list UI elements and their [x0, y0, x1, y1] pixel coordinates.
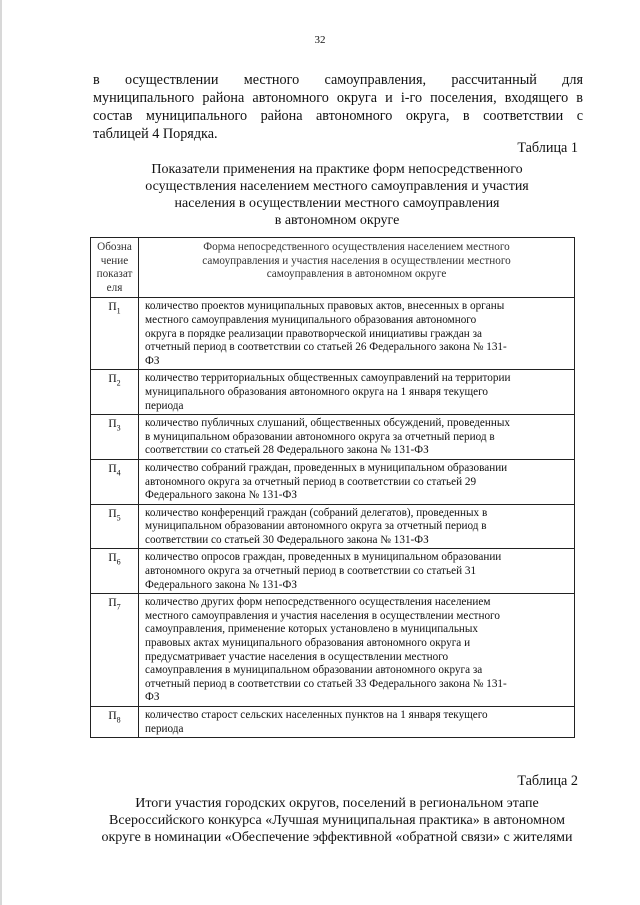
table-row — [91, 415, 575, 460]
indicator-description — [139, 549, 575, 594]
description-line: округа в порядке реализации правотворческой инициативы граждан за — [145, 327, 482, 340]
indicators-table — [90, 237, 575, 738]
table-body — [91, 298, 575, 738]
description-line: ФЗ — [145, 691, 160, 704]
description-line: отчетный период в соответствии со статьей 26 Федерального закона № 131- — [145, 341, 507, 354]
indicator-code: $П_2$ — [91, 370, 139, 415]
caption-line: осуществления населением местного самоуправления и участия — [145, 179, 529, 194]
description-line: ФЗ — [145, 354, 160, 367]
caption-line: Показатели применения на практике форм непосредственного — [151, 162, 523, 177]
description-line: количество других форм непосредственного осуществления населением — [145, 596, 491, 609]
table-row — [91, 549, 575, 594]
indicator-code: $П_6$ — [91, 549, 139, 594]
description-line: количество конференций граждан (собраний делегатов), проведенных в — [145, 506, 488, 519]
intro-paragraph — [93, 71, 583, 143]
caption-line: населения в осуществлении местного самоуправления — [174, 196, 500, 211]
description-line: периода — [145, 722, 184, 735]
caption-line: в автономном округе — [274, 213, 400, 228]
indicator-description — [139, 298, 575, 370]
header-code: Обозна чение показат еля — [91, 238, 139, 298]
table-row — [91, 707, 575, 738]
description-line: количество собраний граждан, проведенных в муниципальном образовании — [145, 461, 508, 474]
indicator-code: $П_3$ — [91, 415, 139, 460]
description-line: автономного округа за отчетный период в соответствии со статьей 31 — [145, 565, 477, 578]
indicator-description — [139, 415, 575, 460]
description-line: количество публичных слушаний, общественных обсуждений, проведенных — [145, 417, 510, 430]
indicator-description — [139, 707, 575, 738]
table-row — [91, 370, 575, 415]
intro-line: состав муниципального района автономного округа, в соответствии с — [93, 108, 583, 124]
description-line: соответствии со статьей 28 Федерального закона № 131-ФЗ — [145, 444, 429, 457]
description-line: в муниципальном образовании автономного округа за отчетный период в — [145, 430, 495, 443]
description-line: отчетный период в соответствии со статьей 33 Федерального закона № 131- — [145, 677, 507, 690]
table-header-row — [91, 238, 575, 298]
caption-line: Итоги участия городских округов, поселений в региональном этапе — [135, 796, 539, 811]
table-row — [91, 594, 575, 707]
description-line: предусматривает участие населения в осуществлении местного — [145, 650, 449, 663]
description-line: самоуправления в муниципальном образовании автономного округа за — [145, 664, 483, 677]
description-line: соответствии со статьей 30 Федерального закона № 131-ФЗ — [145, 533, 429, 546]
indicator-code: $П_7$ — [91, 594, 139, 707]
indicator-description — [139, 594, 575, 707]
table-row — [91, 298, 575, 370]
description-line: количество проектов муниципальных правовых актов, внесенных в органы — [145, 300, 505, 313]
description-line: местного самоуправления муниципального образования автономного — [145, 313, 477, 326]
table1-label: Таблица 1 — [517, 140, 578, 156]
caption-line: Всероссийского конкурса «Лучшая муниципальная практика» в автономном — [109, 813, 565, 828]
intro-line: в осуществлении местного самоуправления, рассчитанный для — [93, 72, 583, 88]
description-line: муниципального образования автономного округа на 1 января текущего — [145, 385, 489, 398]
table-row — [91, 504, 575, 549]
table2-caption — [90, 795, 584, 846]
description-line: правовых актах муниципального образования автономного округа и — [145, 637, 471, 650]
description-line: периода — [145, 399, 184, 412]
indicator-code: $П_4$ — [91, 459, 139, 504]
description-line: Федерального закона № 131-ФЗ — [145, 578, 297, 591]
page-number: 32 — [314, 34, 326, 46]
description-line: количество территориальных общественных самоуправлений на территории — [145, 372, 511, 385]
description-line: муниципальном образовании автономного округа за отчетный период в — [145, 520, 487, 533]
indicator-description — [139, 370, 575, 415]
table1-caption — [90, 161, 584, 229]
description-line: самоуправления, применение которых установлено в муниципальных — [145, 623, 479, 636]
intro-line: муниципального района автономного округа и i-го поселения, входящего в — [93, 90, 583, 106]
description-line: автономного округа за отчетный период в соответствии со статьей 29 — [145, 475, 477, 488]
description-line: количество старост сельских населенных пунктов на 1 января текущего — [145, 709, 488, 721]
table-row — [91, 459, 575, 504]
description-line: местного самоуправления и участия населения в осуществлении местного — [145, 609, 500, 622]
indicator-description — [139, 459, 575, 504]
scan-edge — [0, 0, 2, 905]
caption-line: округе в номинации «Обеспечение эффективной «обратной связи» с жителями — [101, 830, 573, 845]
header-form: Форма непосредственного осуществления населением местного самоуправления и участия населения в осуществлении местного самоуправления в автономном округе — [139, 238, 575, 298]
indicator-code: $П_8$ — [91, 707, 139, 738]
intro-line: таблицей 4 Порядка. — [93, 126, 218, 142]
indicator-code: $П_5$ — [91, 504, 139, 549]
indicator-description — [139, 504, 575, 549]
table2-label: Таблица 2 — [517, 773, 578, 789]
indicator-code: $П_1$ — [91, 298, 139, 370]
description-line: количество опросов граждан, проведенных в муниципальном образовании — [145, 551, 502, 564]
description-line: Федерального закона № 131-ФЗ — [145, 489, 297, 502]
